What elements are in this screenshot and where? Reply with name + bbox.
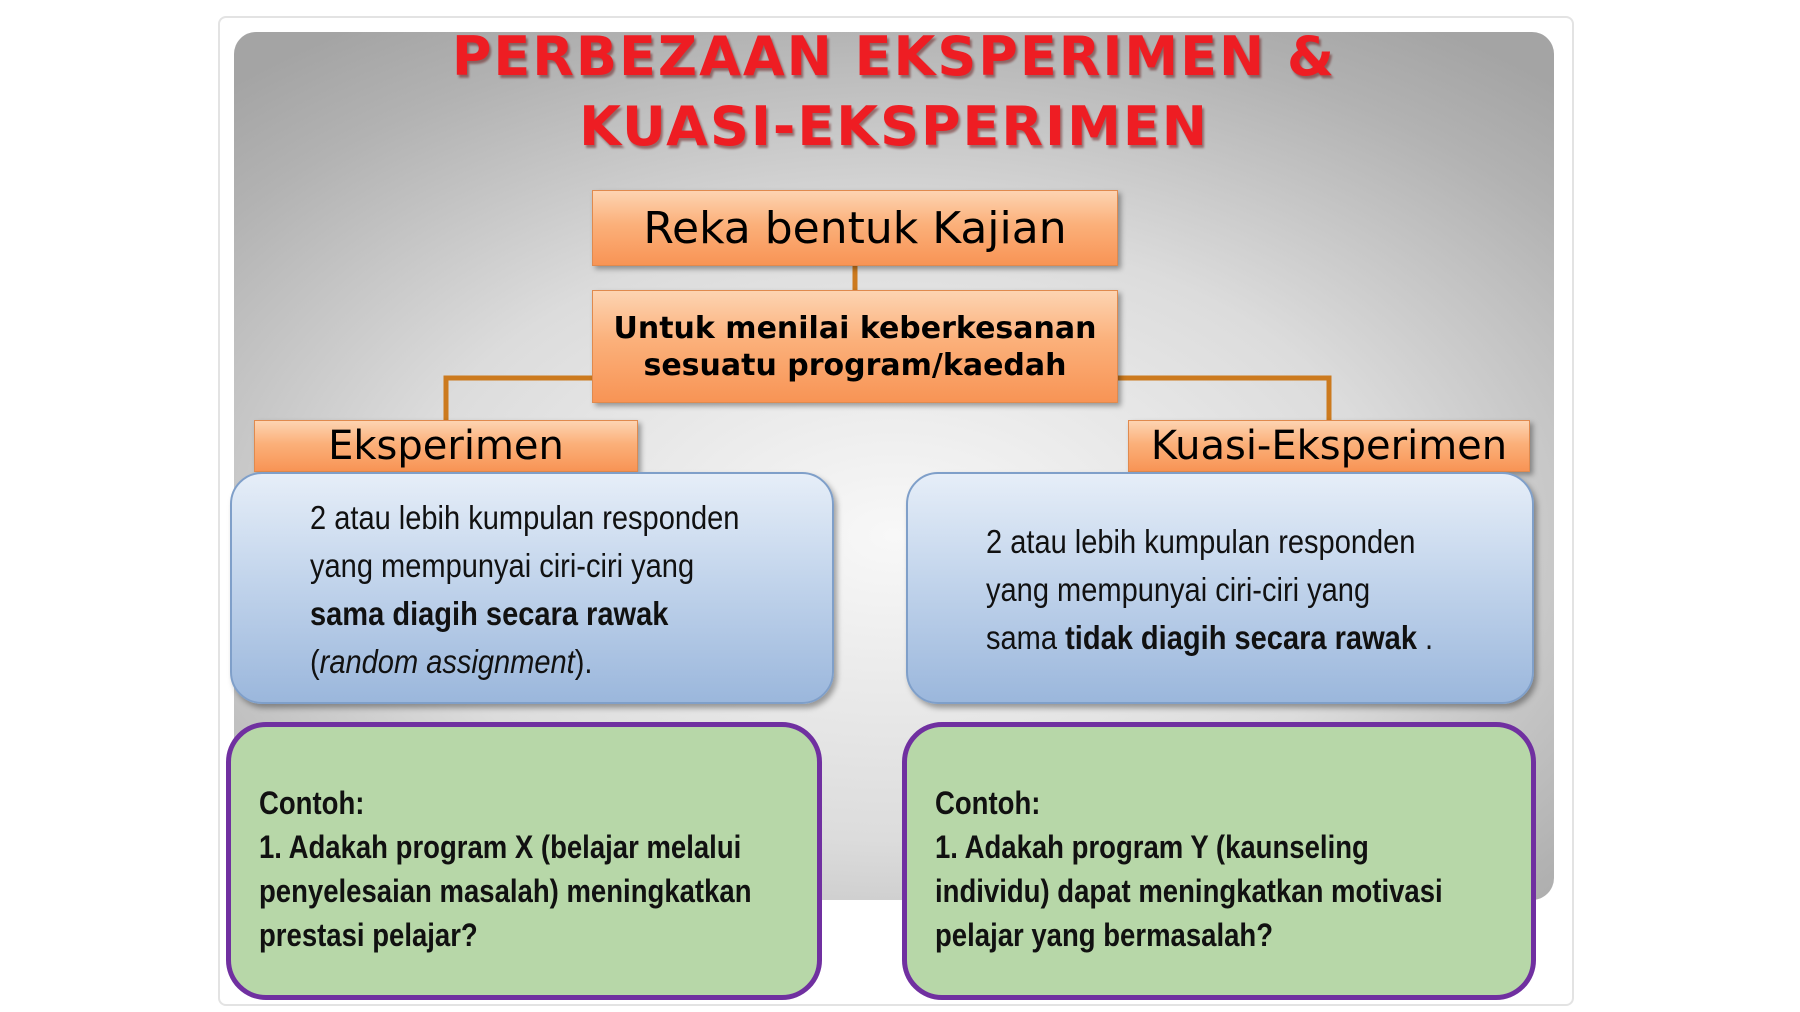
experiment-example-line-1: 1. Adakah program X (belajar melalui	[259, 829, 742, 865]
quasi-desc-line-1: 2 atau lebih kumpulan responden	[986, 523, 1416, 560]
experiment-example-line-2: penyelesaian masalah) meningkatkan	[259, 873, 752, 909]
experiment-description-box	[230, 472, 834, 704]
connector-purpose-to-experiment	[446, 378, 592, 420]
quasi-example-line-1: 1. Adakah program Y (kaunseling	[935, 829, 1369, 865]
experiment-desc-line-4	[310, 638, 734, 686]
quasi-desc-suffix: .	[1416, 619, 1434, 656]
experiment-desc-paren-close: ).	[574, 643, 593, 680]
experiment-heading-box	[254, 420, 638, 472]
experiment-heading: Eksperimen	[328, 423, 564, 469]
experiment-example-label: Contoh:	[259, 785, 365, 821]
root-node-label: Reka bentuk Kajian	[643, 202, 1067, 254]
experiment-desc-emphasis: sama diagih secara rawak	[310, 595, 669, 632]
slide-title-line-2: KUASI-EKSPERIMEN	[579, 95, 1209, 158]
quasi-example-line-3: pelajar yang bermasalah?	[935, 917, 1274, 953]
slide-title-line-1: PERBEZAAN EKSPERIMEN &	[451, 25, 1337, 88]
connector-purpose-to-quasi	[1118, 378, 1329, 420]
purpose-line-1: Untuk menilai keberkesanan	[613, 310, 1097, 346]
quasi-desc-line-3	[986, 614, 1434, 662]
experiment-example-line-3: prestasi pelajar?	[259, 917, 478, 953]
experiment-desc-line-2: yang mempunyai ciri-ciri yang	[310, 547, 695, 584]
quasi-heading: Kuasi-Eksperimen	[1150, 423, 1508, 469]
experiment-desc-paren-open: (	[310, 643, 320, 680]
root-node-box	[592, 190, 1118, 266]
experiment-desc-line-1: 2 atau lebih kumpulan responden	[310, 499, 740, 536]
quasi-example-label: Contoh:	[935, 785, 1041, 821]
purpose-line-2: sesuatu program/kaedah	[643, 347, 1067, 383]
quasi-example-line-2: individu) dapat meningkatkan motivasi	[935, 873, 1443, 909]
experiment-desc-line-3	[310, 590, 734, 638]
quasi-description-box	[906, 472, 1534, 704]
experiment-example-box	[226, 722, 822, 1000]
purpose-node-box	[592, 290, 1118, 403]
quasi-desc-prefix: sama	[986, 619, 1066, 656]
quasi-example-box	[902, 722, 1536, 1000]
experiment-desc-italic: random assignment	[319, 643, 575, 680]
quasi-desc-emphasis: tidak diagih secara rawak	[1065, 619, 1417, 656]
quasi-heading-box	[1128, 420, 1530, 472]
quasi-desc-line-2: yang mempunyai ciri-ciri yang	[986, 571, 1371, 608]
